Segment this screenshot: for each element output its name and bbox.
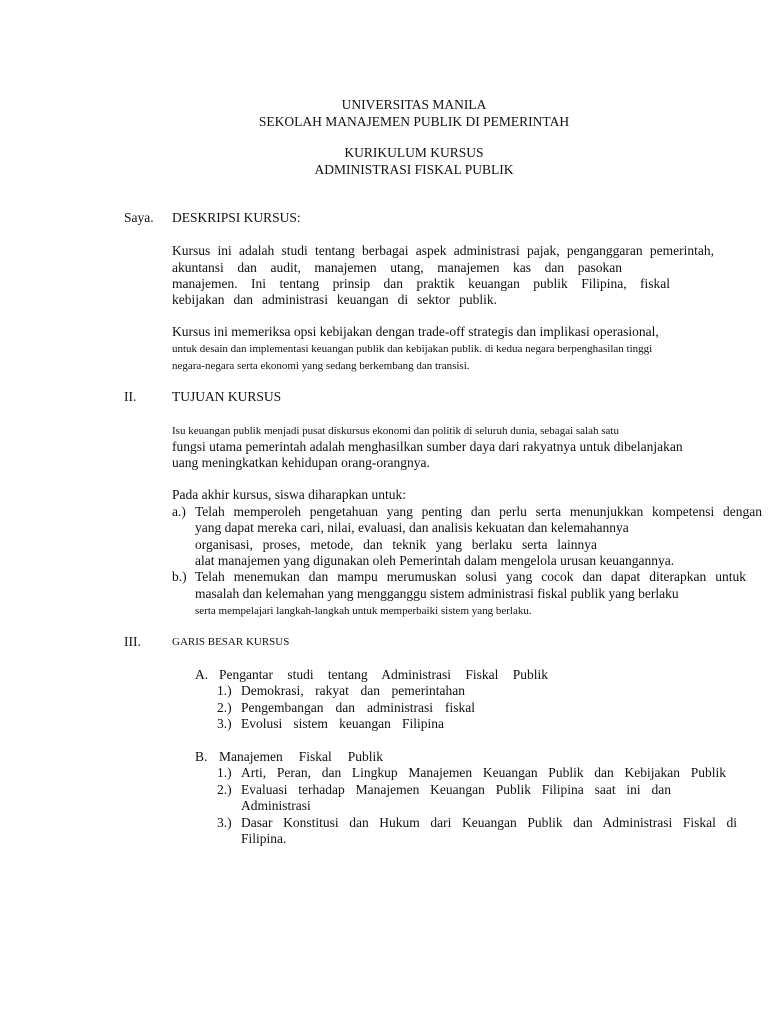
course-title: ADMINISTRASI FISKAL PUBLIK [314, 162, 514, 177]
outline-b-title: Manajemen Fiskal Publik [219, 749, 383, 764]
outline-a-item: Demokrasi, rakyat dan pemerintahan [241, 683, 465, 698]
sec1-p1-line: kebijakan dan administrasi keuangan di sektor publik. [172, 292, 497, 307]
outline-b-item-number: 2.) [217, 782, 232, 797]
sec1-p2-line: negara-negara serta ekonomi yang sedang berkembang dan transisi. [172, 360, 470, 372]
objective-a-line: organisasi, proses, metode, dan teknik yang berlaku serta lainnya [195, 537, 597, 552]
sec1-p1-line: manajemen. Ini tentang prinsip dan praktik keuangan publik Filipina, fiskal [172, 276, 670, 291]
section-3-number: III. [124, 634, 141, 649]
objective-a-line: yang dapat mereka cari, nilai, evaluasi, dan analisis kekuatan dan kelemahannya [195, 520, 629, 535]
curriculum-title: KURIKULUM KURSUS [344, 145, 484, 160]
objective-b-line: Telah menemukan dan mampu merumuskan solusi yang cocok dan dapat diterapkan untuk [195, 569, 746, 584]
sec2-p1-line: Isu keuangan publik menjadi pusat diskursus ekonomi dan politik di seluruh dunia, sebagai salah satu [172, 425, 619, 437]
outline-a-title: Pengantar studi tentang Administrasi Fiskal Publik [219, 667, 548, 682]
objective-a-line: Telah memperoleh pengetahuan yang penting dan perlu serta menunjukkan kompetensi dengan [195, 504, 762, 519]
outline-a-label: A. [195, 667, 209, 682]
section-1-title: DESKRIPSI KURSUS: [172, 210, 301, 225]
outline-b-label: B. [195, 749, 208, 764]
objective-b-line: serta mempelajari langkah-langkah untuk memperbaiki sistem yang berlaku. [195, 605, 532, 617]
objective-b-label: b.) [172, 569, 187, 584]
outline-b-item-cont: Filipina. [241, 831, 287, 846]
section-2-number: II. [124, 389, 137, 404]
outline-a-item: Pengembangan dan administrasi fiskal [241, 700, 475, 715]
outline-b-item-number: 1.) [217, 765, 232, 780]
sec1-p2-line: untuk desain dan implementasi keuangan publik dan kebijakan publik. di kedua negara berpenghasilan tinggi [172, 343, 653, 355]
sec2-intro: Pada akhir kursus, siswa diharapkan untuk: [172, 487, 406, 502]
outline-a-item-number: 1.) [217, 683, 232, 698]
outline-a-item: Evolusi sistem keuangan Filipina [241, 716, 444, 731]
outline-b-item: Dasar Konstitusi dan Hukum dari Keuangan Publik dan Administrasi Fiskal di [241, 815, 737, 830]
outline-a-item-number: 2.) [217, 700, 232, 715]
school-name: SEKOLAH MANAJEMEN PUBLIK DI PEMERINTAH [258, 114, 570, 129]
section-1-number: Saya. [124, 210, 154, 225]
objective-b-line: masalah dan kelemahan yang mengganggu sistem administrasi fiskal publik yang berlaku [195, 586, 679, 601]
objective-a-line: alat manajemen yang digunakan oleh Pemerintah dalam mengelola urusan keuangannya. [195, 553, 675, 568]
sec2-p1-line: uang meningkatkan kehidupan orang-orangnya. [172, 455, 430, 470]
outline-b-item: Evaluasi terhadap Manajemen Keuangan Publik Filipina saat ini dan [241, 782, 671, 797]
outline-b-item-cont: Administrasi [241, 798, 311, 813]
outline-b-item: Arti, Peran, dan Lingkup Manajemen Keuangan Publik dan Kebijakan Publik [241, 765, 726, 780]
sec1-p1-line: Kursus ini adalah studi tentang berbagai aspek administrasi pajak, penganggaran pemerintah, [172, 243, 714, 258]
outline-b-item-number: 3.) [217, 815, 232, 830]
sec2-p1-line: fungsi utama pemerintah adalah menghasilkan sumber daya dari rakyatnya untuk dibelanjakan [172, 439, 683, 454]
section-3-title: GARIS BESAR KURSUS [172, 636, 290, 648]
outline-a-item-number: 3.) [217, 716, 232, 731]
section-2-title: TUJUAN KURSUS [172, 389, 282, 404]
university-name: UNIVERSITAS MANILA [341, 97, 487, 112]
objective-a-label: a.) [172, 504, 186, 519]
sec1-p2-line: Kursus ini memeriksa opsi kebijakan dengan trade-off strategis dan implikasi operasional, [172, 324, 659, 339]
sec1-p1-line: akuntansi dan audit, manajemen utang, manajemen kas dan pasokan [172, 260, 622, 275]
